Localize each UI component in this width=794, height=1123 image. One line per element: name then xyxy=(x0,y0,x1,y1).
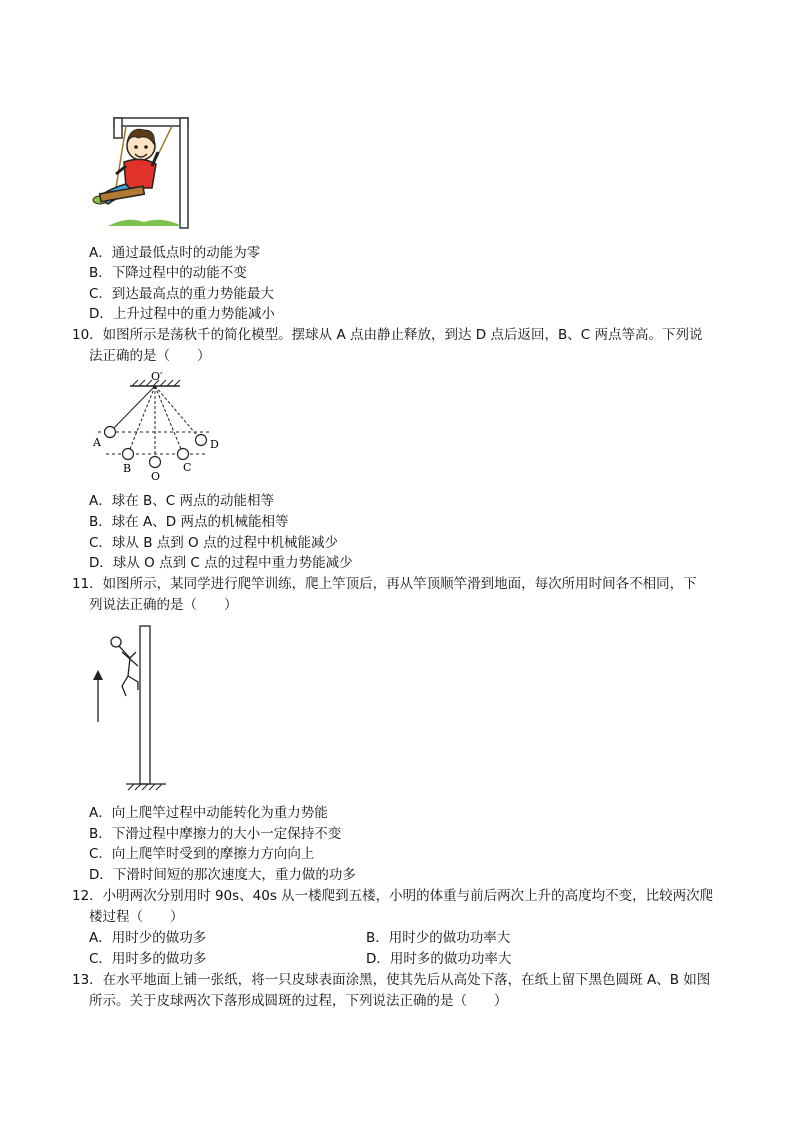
q10-stem-cont: 法正确的是（ ） xyxy=(89,348,211,364)
swing-illustration xyxy=(86,104,196,232)
label-d: D xyxy=(210,438,219,451)
q9-option-b: B．下降过程中的动能不变 xyxy=(89,265,247,281)
q12-option-d: D．用时多的做功功率大 xyxy=(366,951,512,967)
q12-stem-cont: 楼过程（ ） xyxy=(89,909,184,925)
label-o: O xyxy=(151,470,161,483)
q13-stem: 13．在水平地面上铺一张纸，将一只皮球表面涂黑，使其先后从高处下落，在纸上留下黑色圆斑 A、B 如图 xyxy=(72,972,711,988)
q9-option-a: A．通过最低点时的动能为零 xyxy=(89,245,261,261)
q11-option-a: A．向上爬竿过程中动能转化为重力势能 xyxy=(89,805,328,821)
q10-option-b: B．球在 A、D 两点的机械能相等 xyxy=(89,514,289,530)
pivot-label: O′ xyxy=(151,370,163,383)
q12-option-b: B．用时少的做功功率大 xyxy=(366,930,511,946)
q11-stem: 11．如图所示，某同学进行爬竿训练，爬上竿顶后，再从竿顶顺竿滑到地面，每次所用时间各不相同，下 xyxy=(72,576,697,592)
q11-option-d: D．下滑时间短的那次速度大，重力做的功多 xyxy=(89,867,356,883)
q9-option-c: C．到达最高点的重力势能最大 xyxy=(89,286,274,302)
q10-option-a: A．球在 B、C 两点的动能相等 xyxy=(89,493,275,509)
label-c: C xyxy=(183,461,192,474)
q12-option-c: C．用时多的做功多 xyxy=(89,951,207,967)
label-b: B xyxy=(123,462,132,475)
q10-option-d: D．球从 O 点到 C 点的过程中重力势能减少 xyxy=(89,555,353,571)
q10-option-c: C．球从 B 点到 O 点的过程中机械能减少 xyxy=(89,535,338,551)
q10-stem: 10．如图所示是荡秋千的简化模型。摆球从 A 点由静止释放，到达 D 点后返回，B、C 两点等高。下列说 xyxy=(72,327,703,343)
q9-option-d: D．上升过程中的重力势能减小 xyxy=(89,306,275,322)
label-a: A xyxy=(93,436,101,449)
q12-stem: 12．小明两次分别用时 90s、40s 从一楼爬到五楼，小明的体重与前后两次上升的高度均不变，比较两次爬 xyxy=(72,888,714,904)
q11-option-b: B．下滑过程中摩擦力的大小一定保持不变 xyxy=(89,826,342,842)
q11-option-c: C．向上爬竿时受到的摩擦力方向向上 xyxy=(89,846,315,862)
q11-stem-cont: 列说法正确的是（ ） xyxy=(89,597,238,613)
q13-stem-cont: 所示。关于皮球两次下落形成圆斑的过程，下列说法正确的是（ ） xyxy=(89,993,508,1009)
pendulum-diagram xyxy=(88,370,228,486)
q12-option-a: A．用时少的做功多 xyxy=(89,930,207,946)
pole-climb-diagram xyxy=(86,622,166,794)
